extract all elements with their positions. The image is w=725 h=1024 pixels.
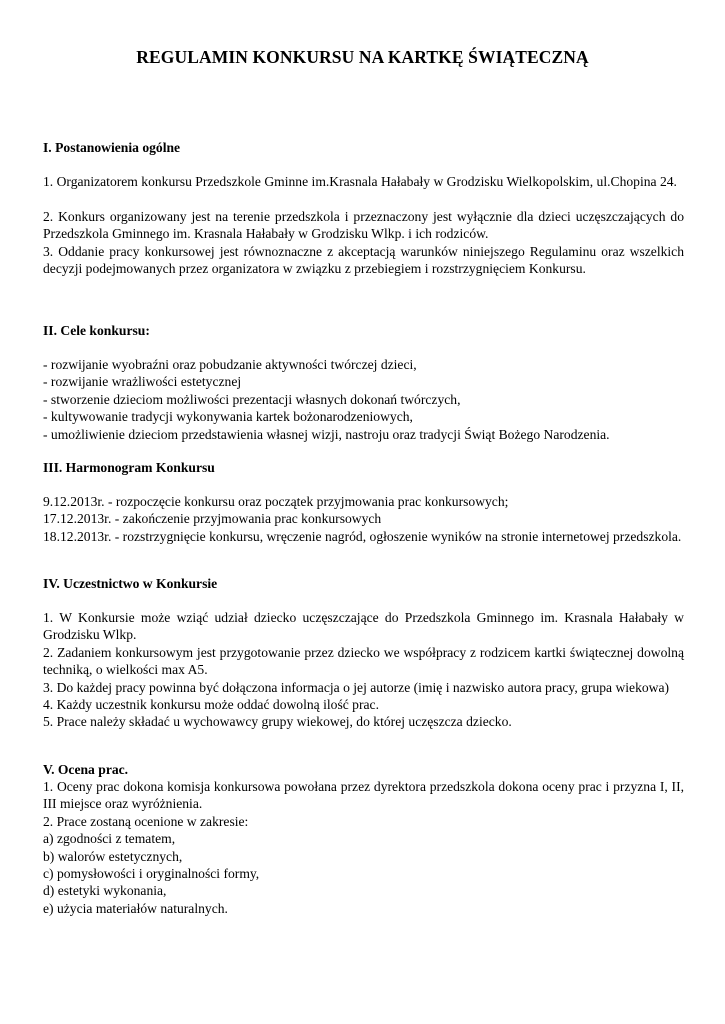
list-item: 9.12.2013r. - rozpoczęcie konkursu oraz początek przyjmowania prac konkursowych; (43, 494, 509, 509)
goals-list (43, 356, 684, 443)
list-item: - rozwijanie wrażliwości estetycznej (43, 374, 242, 390)
list-item: e) użycia materiałów naturalnych. (43, 900, 228, 916)
evaluation-list (43, 778, 684, 917)
paragraph: 2. Zadaniem konkursowym jest przygotowanie przez dziecko we współpracy z rodzicem kartki świątecznej dowolną techniką, o wielkości max A5. (43, 644, 684, 678)
paragraph: 5. Prace należy składać u wychowawcy grupy wiekowej, do której uczęszcza dziecko. (43, 714, 512, 730)
section-heading-participation: IV. Uczestnictwo w Konkursie (43, 576, 218, 591)
paragraph: 2. Prace zostaną ocenione w zakresie: (43, 813, 249, 829)
section-heading-goals: II. Cele konkursu: (43, 323, 150, 338)
list-item: - umożliwienie dzieciom przedstawienia własnej wizji, nastroju oraz tradycji Świąt Bożego Narodzenia. (43, 426, 610, 442)
paragraph: 3. Oddanie pracy konkursowej jest równoznaczne z akceptacją warunków niniejszego Regulaminu oraz wszelkich decyzji podejmowanych przez organizatora w związku z przebiegiem i rozstrzygnięciem Konkursu. (43, 244, 684, 277)
participation-list (43, 609, 684, 731)
list-item: d) estetyki wykonania, (43, 883, 167, 899)
document-title: REGULAMIN KONKURSU NA KARTKĘ ŚWIĄTECZNĄ (136, 47, 589, 67)
list-item: - stworzenie dzieciom możliwości prezentacji własnych dokonań twórczych, (43, 391, 461, 407)
list-item: a) zgodności z tematem, (43, 831, 176, 847)
paragraph: 1. Organizatorem konkursu Przedszkole Gminne im.Krasnala Hałabały w Grodzisku Wielkopolskim, ul.Chopina 24. (43, 174, 677, 189)
list-item: 17.12.2013r. - zakończenie przyjmowania prac konkursowych (43, 511, 382, 527)
list-item: - kultywowanie tradycji wykonywania kartek bożonarodzeniowych, (43, 409, 413, 425)
paragraph: 1. Oceny prac dokona komisja konkursowa powołana przez dyrektora przedszkola dokona oceny prac i przyzna I, II, III miejsce oraz wyróżnienia. (43, 779, 684, 812)
section-heading-evaluation: V. Ocena prac. (43, 762, 129, 777)
paragraph: 4. Każdy uczestnik konkursu może oddać dowolną ilość prac. (43, 697, 379, 713)
paragraph: 2. Konkurs organizowany jest na terenie przedszkola i przeznaczony jest wyłącznie dla dzieci uczęszczających do Przedszkola Gminnego im. Krasnala Hałabały w Grodzisku Wlkp. i ich rodziców. (43, 209, 684, 242)
paragraph: 1. W Konkursie może wziąć udział dziecko uczęszczające do Przedszkola Gminnego im. Krasnala Hałabały w Grodzisku Wlkp. (43, 610, 684, 643)
paragraph: 3. Do każdej pracy powinna być dołączona informacja o jej autorze (imię i nazwisko autora pracy, grupa wiekowa) (43, 679, 670, 695)
section-heading-general: I. Postanowienia ogólne (43, 140, 181, 155)
schedule-list (43, 493, 684, 545)
list-item: c) pomysłowości i oryginalności formy, (43, 866, 260, 882)
list-item: b) walorów estetycznych, (43, 848, 183, 864)
list-item: 18.12.2013r. - rozstrzygnięcie konkursu, wręczenie nagród, ogłoszenie wyników na stronie internetowej przedszkola. (43, 528, 682, 544)
section-heading-schedule: III. Harmonogram Konkursu (43, 460, 215, 475)
list-item: - rozwijanie wyobraźni oraz pobudzanie aktywności twórczej dzieci, (43, 357, 417, 372)
